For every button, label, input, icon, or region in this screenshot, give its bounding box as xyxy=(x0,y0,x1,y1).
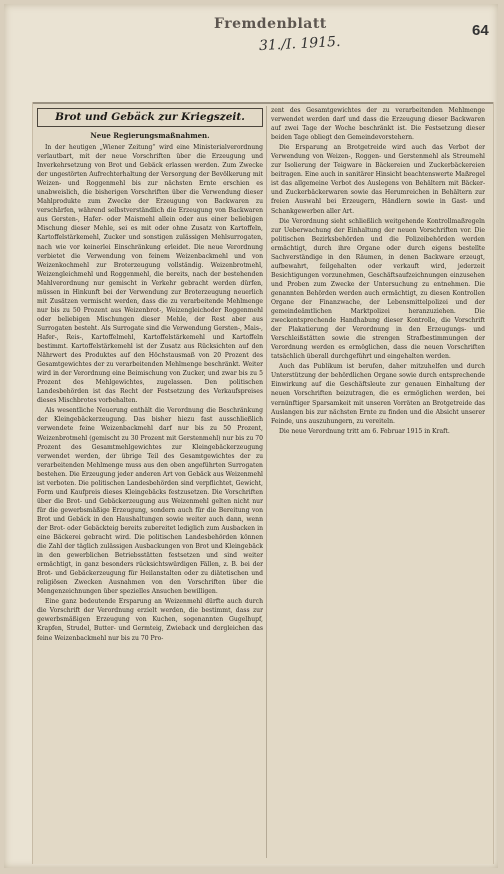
article-paragraph: Auch das Publikum ist berufen, daher mitzuhelfen und durch Unterstützung der behördlichen Organe sowie durch entsprechende Einwirkung auf die Geschäftsleute zur genauen Einhaltung der neuen Vorschriften beizutragen, die es ermöglichen werden, bei vernünftiger Sparsamkeit mit unseren Vorräten an Brotgetreide das Auslangen bis zur nächsten Ernte zu finden und die Absicht unserer Feinde, uns auszuhungern, zu vereiteln. xyxy=(271,363,485,425)
clipping-top-rule xyxy=(33,102,493,104)
archive-sheet xyxy=(4,4,498,868)
newspaper-clipping xyxy=(32,102,494,864)
article-right-column xyxy=(271,106,485,458)
article-paragraph: Die Ersparung an Brotgetreide wird auch das Verbot der Verwendung von Weizen-, Roggen- und Gerstenmehl als Streumehl zur Isolierung der Teigware in Bäckereien und Zuckerbäckereien beitragen. Eine auch in sanitärer Hinsicht beachtenswerte Maßregel ist das allgemeine Verbot des Auslegens von Behältern mit Bäcker- und Zuckerbäckerwaren sowie das Herumreichen in Behältern zur freien Auswahl bei Erzeugern, Händlern sowie in Gast- und Schankgewerben aller Art. xyxy=(271,144,485,215)
newspaper-source-stamp: Fremdenblatt xyxy=(214,16,327,32)
article-paragraph: zent des Gesamtgewichtes der zu verarbeitenden Mehlmenge verwendet werden darf und dass die Erzeugung dieser Backwaren auf zwei Tage der Woche beschränkt ist. Die Festsetzung dieser beiden Tage obliegt den Gemeindevorstehern. xyxy=(271,107,485,142)
article-left-column xyxy=(37,108,263,860)
article-paragraph: Eine ganz bedeutende Ersparung an Weizenmehl dürfte auch durch die Vorschrift der Verordnung erzielt werden, die bestimmt, dass zur gewerbsmäßigen Erzeugung von Kuchen, sogenannten Gugelhupf, Krapfen, Strudel, Butter- und Germteig, Zwieback und dergleichen das feine Weizenbackmehl nur bis zu 70 Pro- xyxy=(37,598,263,642)
page-number: 64 xyxy=(472,22,489,39)
article-paragraph: Die Verordnung sieht schließlich weitgehende Kontrollmaßregeln zur Ueberwachung der Einhaltung der neuen Vorschriften vor. Die politischen Bezirksbehörden und die Polizeibehörden werden ermächtigt, durch ihre Organe oder durch eigens bestellte Sachverständige in den Räumen, in denen Backware erzeugt, aufbewahrt, feilgehalten oder verkauft wird, jederzeit Besichtigungen vorzunehmen, Geschäftsaufzeichnungen einzusehen und Proben zum Zwecke der Untersuchung zu entnehmen. Die genannten Behörden werden auch ermächtigt, zu diesen Kontrollen Organe der Finanzwache, der Lebensmittelpolizei und der gemeindeämtlichen Marktpolizei heranzuziehen. Die zweckentsprechende Handhabung dieser Kontrolle, die Vorschrift der Plakatierung der Verordnung in den Erzeugungs- und Verschleißstätten sowie die strengen Strafbestimmungen der Verordnung werden es ermöglichen, dass die neuen Vorschriften tatsächlich überall durchgeführt und eingehalten werden. xyxy=(271,217,485,361)
article-headline: Brot und Gebäck zur Kriegszeit. xyxy=(37,108,263,127)
handwritten-date: 31./I. 1915. xyxy=(258,33,341,55)
article-paragraph: In der heutigen „Wiener Zeitung“ wird eine Ministerialverordnung verlautbart, mit der neue Vorschriften über die Erzeugung und Inverkehrsetzung von Brot und Gebäck erlassen werden. Zum Zwecke der ungestörten Aufrechterhaltung der Versorgung der Bevölkerung mit Weizen- und Roggenmehl bis zur nächsten Ernte erschien es unabweislich, die bisherigen Vorschriften über die Verwendung dieser Mahlprodukte zum Zwecke der Erzeugung von Backwaren zu verschärfen, während selbstverständlich die Erzeugung von Backwaren aus Gersten-, Hafer- oder Maismehl allein oder aus einer beliebigen Mischung dieser Mehle, sei es mit oder ohne Zusatz von Kartoffeln, Kartoffelstärkemehl, Zucker und sonstigen zulässigen Mehlsurrogaten, nach wie vor keinerlei Einschränkung erleidet. Die neue Verordnung verbietet die Verwendung von feinem Weizenbackmehl und von Weizenkochmehl zur Broterzeugung vollständig. Weizenbrotmehl, Weizengleichmehl und Roggenmehl, die bereits, nach der bestehenden Mahlverordnung nur gemischt in Verkehr gebracht werden dürfen, müssen in Hinkunft bei der Verwendung zur Broterzeugung neuerlich mit Zusätzen vermischt werden, dass die zu verarbeitende Mehlmenge nur bis zu 50 Prozent aus Weizenbrot-, Weizengleichoder Roggenmehl oder beliebigen Mischungen dieser Mehle, der Rest aber aus Surrogaten besteht. Als Surrogate sind die Verwendung Gersten-, Mais-, Hafer-, Reis-, Kartoffelmehl, Kartoffelstärkemehl und Kartoffeln bestimmt. Kartoffelstärkemehl ist der Zusatz aus Rücksichten auf den Nährwert des Produktes auf den Höchstausmaß von 20 Prozent des Gesamtgewichtes der zu verarbeitenden Mehlmenge beschränkt. Weiter wird in der Verordnung eine Beimischung von Zucker, und zwar bis zu 5 Prozent des Mehlgewichtes, zugelassen. Den politischen Landesbehörden ist das Recht der Festsetzung des Verkaufspreises dieses Mischbrotes vorbehalten. xyxy=(37,144,263,405)
article-paragraph: Die neue Verordnung tritt am 6. Februar 1915 in Kraft. xyxy=(279,427,450,435)
article-paragraph: Als wesentliche Neuerung enthält die Verordnung die Beschränkung der Kleingebäckerzeugung. Das bisher hiezu fast ausschließlich verwendete feine Weizenbackmehl darf nur bis zu 50 Prozent, Weizenbrotmehl (gemischt zu 30 Prozent mit Gerstenmehl) nur bis zu 70 Prozent des Gesamtmehlgewichtes zur Kleingebäckerzeugung verwendet werden, der übrige Teil des Gesamtgewichtes der zu verarbeitenden Mehlmenge muss aus den oben angeführten Surrogaten bestehen. Die Erzeugung jeder anderen Art von Gebäck aus Weizenmehl ist verboten. Die politischen Landesbehörden sind verpflichtet, Gewicht, Form und Kaufpreis dieses Kleingebäcks festzusetzen. Die Vorschriften über die Brot- und Gebäckerzeugung aus Weizenmehl gelten nicht nur für die gewerbsmäßige Erzeugung, sondern auch für die Bereitung von Brot und Gebäck in den Haushaltungen sowie weiter auch dann, wenn der Brot- oder Gebäckteig bereits zubereitet lediglich zum Ausbacken in eine Bäckerei gebracht wird. Die politischen Landesbehörden können die Zahl der täglich zulässigen Ausbackungen von Brot und Kleingebäck in den gewerblichen Betriebsstätten festsetzen und sind weiter ermächtigt, in ganz besonders rücksichtswürdigen Fällen, z. B. bei der Brot- und Gebäckerzeugung für Heilanstalten oder zu diätetischen und religiösen Zwecken Ausnahmen von den Vorschriften über die Mengenzeichnungen über spezielles Ansuchen bewilligen. xyxy=(37,407,263,596)
article-subheadline: Neue Regierungsmaßnahmen. xyxy=(90,131,210,140)
column-divider xyxy=(266,106,267,858)
